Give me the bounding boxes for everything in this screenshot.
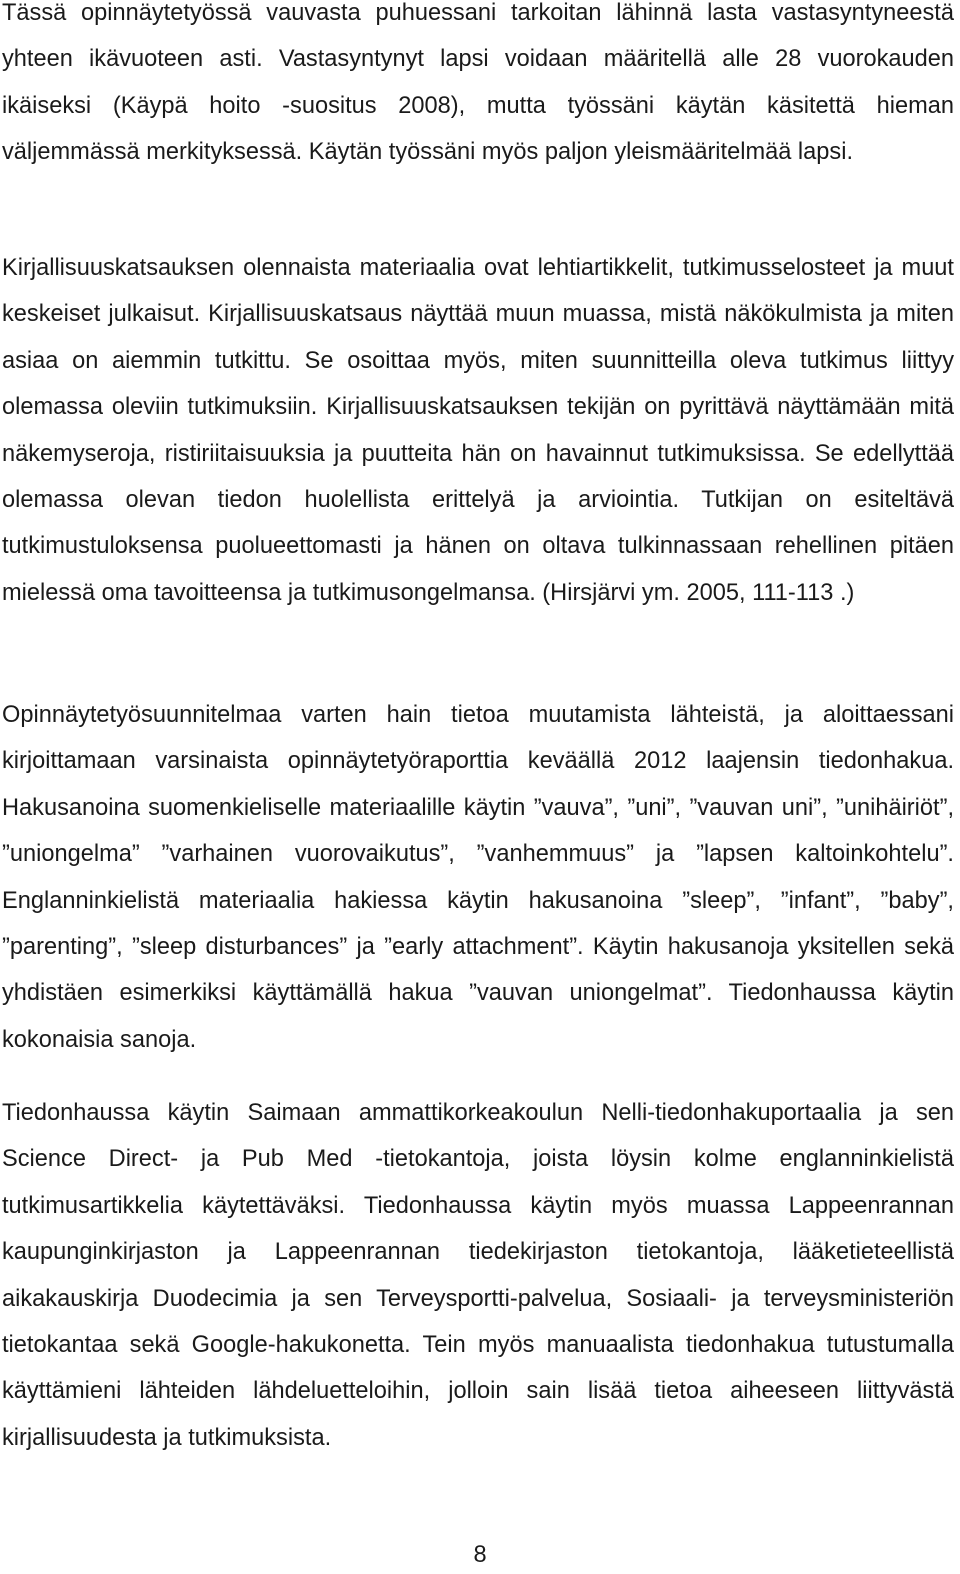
paragraph-search-terms: Opinnäytetyösuunnitelmaa varten hain tietoa muutamista lähteistä, ja aloittaessani kirjoittamaan varsinaista opinnäytetyöraporttia keväällä 2012 laajensin tiedonhakua. Hakusanoina suomenkieliselle materiaalille käytin ”vauva”, ”uni”, ”vauvan uni”, ”unihäiriöt”, ”uniongelma” ”varhainen vuorovaikutus”, ”vanhemmuus” ja ”lapsen kaltoinkohtelu”. Englanninkielistä materiaalia hakiessa käytin hakusanoina ”sleep”, ”infant”, ”baby”, ”parenting”, ”sleep disturbances” ja ”early attachment”. Käytin hakusanoja yksitellen sekä yhdistäen esimerkiksi käyttämällä hakua ”vauvan uniongelmat”. Tiedonhaussa käytin kokonaisia sanoja. — [2, 702, 954, 1053]
page-number: 8 — [473, 1542, 487, 1568]
paragraph-newborn-definition: Tässä opinnäytetyössä vauvasta puhuessani tarkoitan lähinnä lasta vastasyntyneestä yhteen ikävuoteen asti. Vastasyntynyt lapsi voidaan määritellä alle 28 vuorokauden ikäiseksi (Käypä hoito -suositus 2008), mutta työssäni käytän käsitettä hieman väljemmässä merkityksessä. Käytän työssäni myös paljon yleismääritelmää lapsi. — [2, 0, 954, 166]
paragraph-databases: Tiedonhaussa käytin Saimaan ammattikorkeakoulun Nelli-tiedonhakuportaalia ja sen Science Direct- ja Pub Med -tietokantoja, joista löysin kolme englanninkielistä tutkimusartikkelia käytettäväksi. Tiedonhaussa käytin myös muassa Lappeenrannan kaupunginkirjaston ja Lappeenrannan tiedekirjaston tietokantoja, lääketieteellistä aikakauskirja Duodecimia ja sen Terveysportti-palvelua, Sosiaali- ja terveysministeriön tietokantaa sekä Google-hakukonetta. Tein myös manuaalista tiedonhakua tutustumalla käyttämieni lähteiden lähdeluetteloihin, jolloin sain lisää tietoa aiheeseen liittyvästä kirjallisuudesta ja tutkimuksista. — [2, 1100, 954, 1451]
paragraph-literature-review: Kirjallisuuskatsauksen olennaista materiaalia ovat lehtiartikkelit, tutkimusselosteet ja muut keskeiset julkaisut. Kirjallisuuskatsaus näyttää muun muassa, mistä näkökulmista ja miten asiaa on aiemmin tutkittu. Se osoittaa myös, miten suunnitteilla oleva tutkimus liittyy olemassa oleviin tutkimuksiin. Kirjallisuuskatsauksen tekijän on pyrittävä näyttämään mitä näkemyseroja, ristiriitaisuuksia ja puutteita hän on havainnut tutkimuksissa. Se edellyttää olemassa olevan tiedon huolellista erittelyä ja arviointia. Tutkijan on esiteltävä tutkimustuloksensa puolueettomasti ja hänen on oltava tulkinnassaan rehellinen pitäen mielessä oma tavoitteensa ja tutkimusongelmansa. (Hirsjärvi ym. 2005, 111-113 .) — [2, 255, 954, 606]
